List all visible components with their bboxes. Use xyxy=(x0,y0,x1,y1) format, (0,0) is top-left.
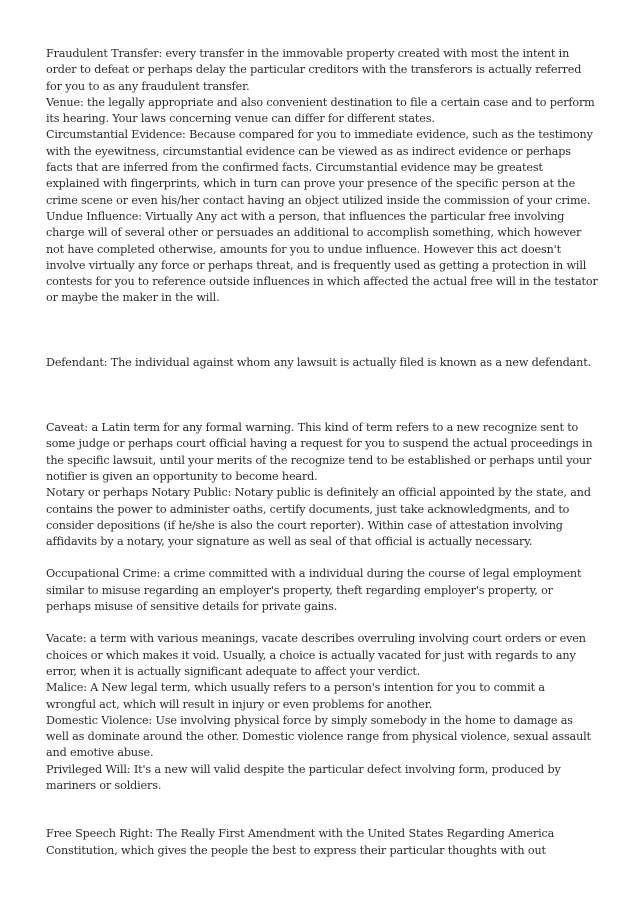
spacer xyxy=(46,615,598,631)
paragraph-free-speech-right: Free Speech Right: The Really First Amendment with the United States Regarding America Constitution, which gives the people the best to express their particular thoughts with out xyxy=(46,827,555,857)
paragraph-privileged-will: Privileged Will: It's a new will valid despite the particular defect involving form, produced by mariners or soldiers. xyxy=(46,762,561,792)
paragraph-vacate: Vacate: a term with various meanings, vacate describes overruling involving court orders or even choices or which makes it void. Usually, a choice is actually vacated for just with regards to any error, when it is actually significant adequate to affect your verdict. xyxy=(46,632,586,678)
document-page xyxy=(46,46,598,859)
paragraph-occupational-crime: Occupational Crime: a crime committed with a individual during the course of legal employment similar to misuse regarding an employer's property, theft regarding employer's property, or perhaps misuse of sensitive details for private gains. xyxy=(46,567,582,614)
paragraph-fraudulent-transfer: Fraudulent Transfer: every transfer in the immovable property created with most the intent in order to defeat or perhaps delay the particular creditors with the transferors is actually referred for you to as any fraudulent transfer. xyxy=(46,47,582,93)
paragraph-notary-public: Notary or perhaps Notary Public: Notary public is definitely an official appointed by the state, and contains the power to administer oaths, certify documents, just take acknowledgments, and to consider depositions (if he/she is also the court reporter). Within case of attestation involving affidavits by a notary, your signature as well as seal of that official is actually necessary. xyxy=(46,486,591,549)
paragraph-domestic-violence: Domestic Violence: Use involving physical force by simply somebody in the home to damage as well as dominate around the other. Domestic violence range from physical violence, sexual assault and emotive abuse. xyxy=(46,713,591,760)
paragraph-undue-influence: Undue Influence: Virtually Any act with a person, that influences the particular free involving charge will of several other or persuades an additional to accomplish something, which however not have completed otherwise, amounts for you to undue influence. However this act doesn't involve virtually any force or perhaps threat, and is frequently used as getting a protection in will contests for you to reference outside influences in which affected the actual free will in the testator or maybe the maker in the will. xyxy=(46,209,598,305)
paragraph-malice: Malice: A New legal term, which usually refers to a person's intention for you to commit a wrongful act, which will result in injury or even problems for another. xyxy=(46,681,545,711)
spacer xyxy=(46,794,598,826)
spacer xyxy=(46,307,598,355)
paragraph-caveat: Caveat: a Latin term for any formal warning. This kind of term refers to a new recognize sent to some judge or perhaps court official having a request for you to suspend the actual proceedings in the specific lawsuit, until your merits of the recognize tend to be established or perhaps until your notifier is given an opportunity to become heard. xyxy=(46,421,593,483)
spacer xyxy=(46,371,598,420)
paragraph-circumstantial-evidence: Circumstantial Evidence: Because compared for you to immediate evidence, such as the testimony with the eyewitness, circumstantial evidence can be viewed as as indirect evidence or perhaps facts that are inferred from the confirmed facts. Circumstantial evidence may be greatest explained with fingerprints, which in turn can prove your presence of the specific person at the crime scene or even his/her contact having an object utilized inside the commission of your crime. xyxy=(46,128,593,207)
paragraph-venue: Venue: the legally appropriate and also convenient destination to file a certain case and to perform its hearing. Your laws concerning venue can differ for different states. xyxy=(46,95,595,126)
spacer xyxy=(46,550,598,566)
paragraph-defendant: Defendant: The individual against whom any lawsuit is actually filed is known as a new defendant. xyxy=(46,355,591,369)
